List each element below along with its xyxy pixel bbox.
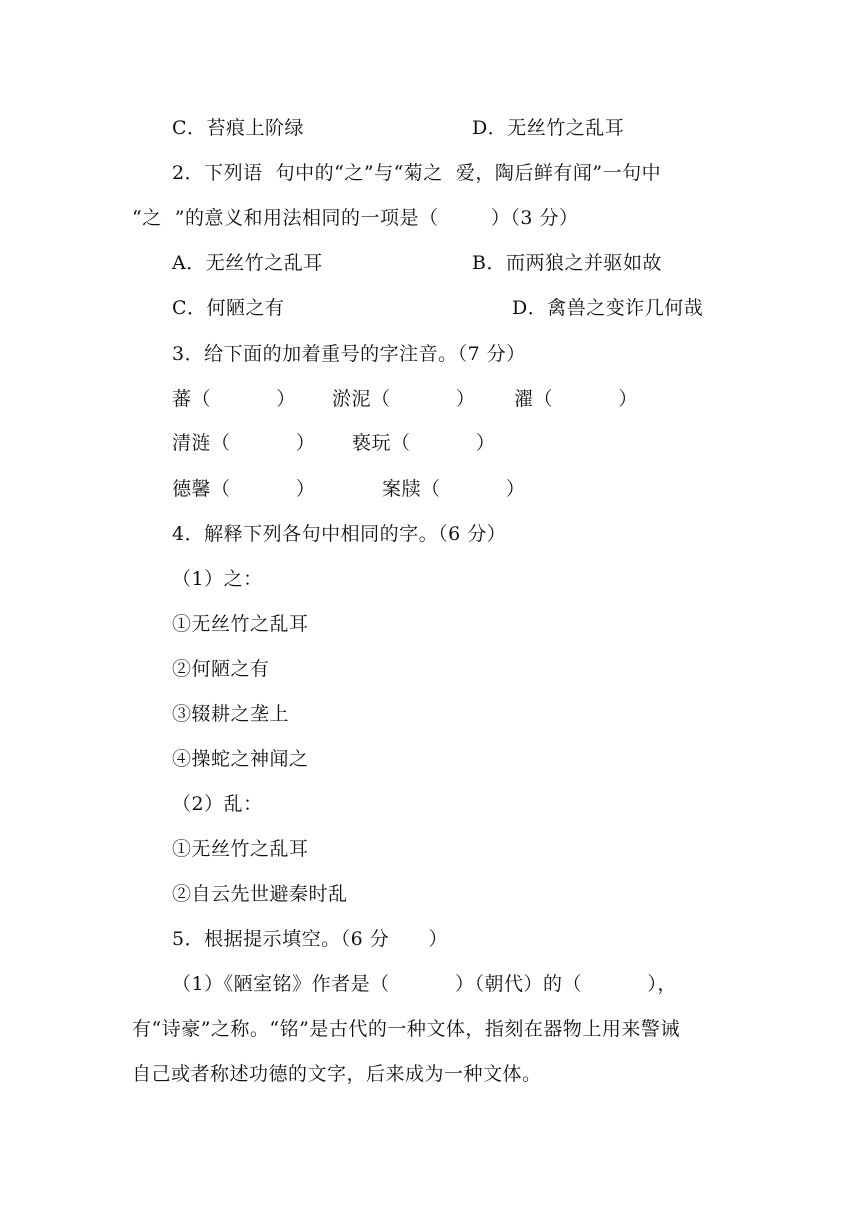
q1-option-d: D．无丝竹之乱耳 bbox=[472, 117, 625, 139]
q5-sub1-line3: 自己或者称述功德的文字，后来成为一种文体。 bbox=[132, 1063, 542, 1085]
q2-option-d: D．禽兽之变诈几何哉 bbox=[512, 297, 704, 319]
q4-sub1-item: ④操蛇之神闻之 bbox=[172, 748, 309, 770]
q3-item-fan: 蕃（ ） bbox=[172, 388, 296, 410]
q4-stem: 4．解释下列各句中相同的字。（6 分） bbox=[172, 523, 507, 545]
q3-item-zhuo: 濯（ ） bbox=[514, 388, 638, 410]
q3-stem: 3．给下面的加着重号的字注音。（7 分） bbox=[172, 343, 526, 365]
q5-sub1-line2: 有“诗豪”之称。“铭”是古代的一种文体，指刻在器物上用来警诫 bbox=[132, 1018, 680, 1040]
q3-item-andu: 案牍（ ） bbox=[382, 478, 526, 500]
q2-option-b: B．而两狼之并驱如故 bbox=[472, 252, 662, 274]
q2-option-c: C．何陋之有 bbox=[172, 297, 285, 319]
q4-sub1-item: ①无丝竹之乱耳 bbox=[172, 613, 309, 635]
q4-sub1-item: ③辍耕之垄上 bbox=[172, 703, 290, 725]
q4-sub2-item: ①无丝竹之乱耳 bbox=[172, 838, 309, 860]
q2-stem-line2: “之 ”的意义和用法相同的一项是（ ）（3 分） bbox=[132, 207, 579, 229]
q3-item-yuni: 淤泥（ ） bbox=[332, 388, 476, 410]
q5-sub1-line1: （1）《陋室铭》作者是（ ）（朝代）的（ ）， bbox=[172, 973, 677, 995]
q3-item-dexin: 德馨（ ） bbox=[172, 478, 316, 500]
q1-option-c: C．苔痕上阶绿 bbox=[172, 117, 305, 139]
q4-sub1-item: ②何陋之有 bbox=[172, 658, 270, 680]
q4-sub1-label: （1）之： bbox=[172, 568, 263, 590]
q3-item-qinglian: 清涟（ ） bbox=[172, 432, 316, 454]
q5-stem: 5．根据提示填空。（6 分 ） bbox=[172, 928, 448, 950]
q2-option-a: A．无丝竹之乱耳 bbox=[172, 252, 323, 274]
q2-stem-line1: 2．下列语 句中的“之”与“菊之 爱，陶后鲜有闻”一句中 bbox=[172, 162, 662, 184]
q3-item-xiewan: 亵玩（ ） bbox=[352, 432, 496, 454]
q4-sub2-label: （2）乱： bbox=[172, 793, 263, 815]
q4-sub2-item: ②自云先世避秦时乱 bbox=[172, 883, 348, 905]
